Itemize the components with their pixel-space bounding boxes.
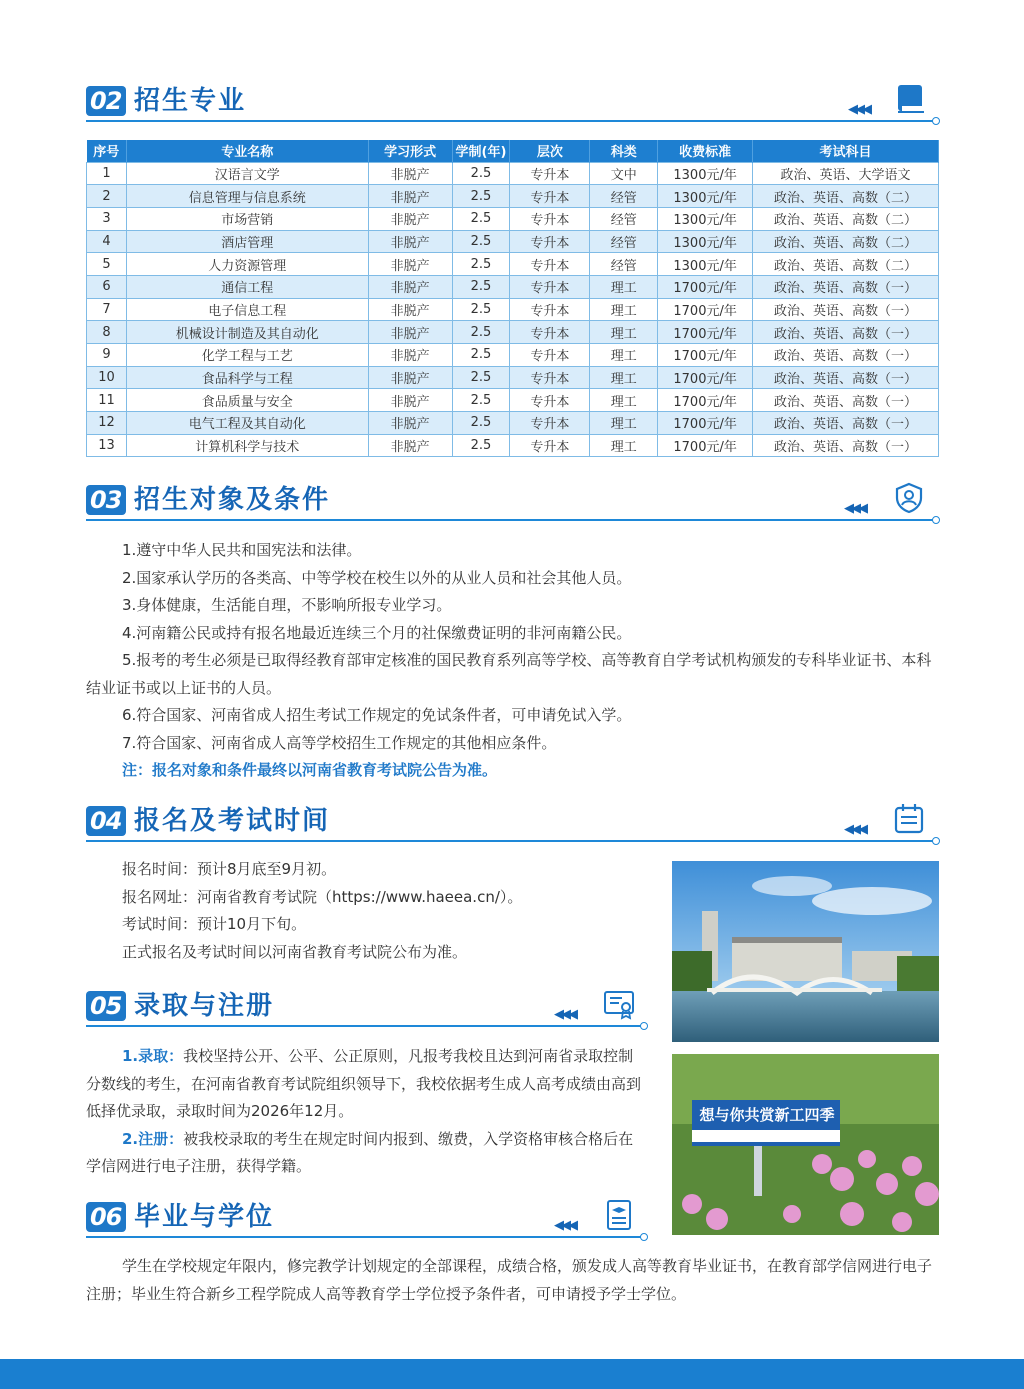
- section-title: 招生对象及条件: [134, 485, 331, 515]
- table-cell: 专升本: [510, 389, 590, 412]
- table-cell: 政治、英语、高数（一）: [753, 344, 939, 367]
- section-number-badge: 04: [86, 806, 126, 836]
- section-04-header: [86, 802, 939, 842]
- table-cell: 1300元/年: [658, 230, 753, 253]
- table-cell: 专升本: [510, 344, 590, 367]
- table-cell: 理工: [590, 366, 658, 389]
- majors-table: [86, 140, 939, 457]
- table-cell: 专升本: [510, 434, 590, 457]
- exam-time-list: [86, 856, 646, 966]
- table-cell: 10: [87, 366, 127, 389]
- table-cell: 化学工程与工艺: [126, 344, 368, 367]
- table-cell: 1: [87, 162, 127, 185]
- arrows-decoration: ◀◀◀: [554, 1007, 575, 1022]
- table-cell: 理工: [590, 344, 658, 367]
- section-divider: [86, 519, 934, 521]
- section-divider: [86, 840, 934, 842]
- table-header-cell: 层次: [510, 140, 590, 162]
- campus-flowers-photo: [672, 1054, 939, 1235]
- condition-item: 5.报考的考生必须是已取得经教育部审定核准的国民教育系列高等学校、高等教育自学考试机构颁发的专科毕业证书、本科结业证书或以上证书的人员。: [86, 651, 932, 697]
- table-cell: 理工: [590, 434, 658, 457]
- registration-item: [86, 1126, 646, 1181]
- table-header-cell: 考试科目: [753, 140, 939, 162]
- admission-item: [86, 1043, 646, 1126]
- table-header-cell: 学习形式: [368, 140, 452, 162]
- table-cell: 人力资源管理: [126, 253, 368, 276]
- table-cell: 政治、英语、高数（一）: [753, 412, 939, 435]
- table-cell: 专升本: [510, 412, 590, 435]
- graduation-text: [86, 1253, 939, 1308]
- table-cell: 2.5: [452, 344, 510, 367]
- exam-time-item: 报名时间：预计8月底至9月初。: [122, 860, 337, 878]
- section-number-badge: 05: [86, 991, 126, 1021]
- section-title: 毕业与学位: [134, 1202, 275, 1232]
- table-cell: 1700元/年: [658, 366, 753, 389]
- arrows-decoration: ◀◀◀: [554, 1218, 575, 1233]
- conditions-list: [86, 537, 939, 785]
- table-cell: 政治、英语、大学语文: [753, 162, 939, 185]
- table-cell: 1700元/年: [658, 434, 753, 457]
- admission-label: 1.录取：: [122, 1047, 184, 1065]
- table-cell: 1700元/年: [658, 321, 753, 344]
- table-cell: 政治、英语、高数（一）: [753, 275, 939, 298]
- table-row: [87, 412, 939, 435]
- table-cell: 政治、英语、高数（一）: [753, 434, 939, 457]
- table-cell: 非脱产: [368, 207, 452, 230]
- table-cell: 2.5: [452, 389, 510, 412]
- table-header-cell: 序号: [87, 140, 127, 162]
- table-cell: 1700元/年: [658, 275, 753, 298]
- table-cell: 理工: [590, 321, 658, 344]
- table-cell: 2.5: [452, 207, 510, 230]
- table-cell: 1700元/年: [658, 298, 753, 321]
- table-cell: 11: [87, 389, 127, 412]
- exam-time-item: 考试时间：预计10月下旬。: [122, 915, 307, 933]
- table-cell: 专升本: [510, 207, 590, 230]
- table-cell: 政治、英语、高数（一）: [753, 389, 939, 412]
- section-number-badge: 03: [86, 485, 126, 515]
- condition-item: 7.符合国家、河南省成人高等学校招生工作规定的其他相应条件。: [122, 733, 557, 752]
- table-row: [87, 230, 939, 253]
- exam-time-item: 正式报名及考试时间以河南省教育考试院公布为准。: [122, 942, 468, 961]
- footer-bar: [0, 1359, 1024, 1389]
- table-cell: 理工: [590, 298, 658, 321]
- table-cell: 食品质量与安全: [126, 389, 368, 412]
- photo-sign-text: 想与你共赏新工四季: [699, 1106, 835, 1124]
- table-cell: 1700元/年: [658, 389, 753, 412]
- table-cell: 7: [87, 298, 127, 321]
- table-cell: 经管: [590, 185, 658, 208]
- table-cell: 专升本: [510, 185, 590, 208]
- table-cell: 理工: [590, 412, 658, 435]
- table-cell: 12: [87, 412, 127, 435]
- shield-user-icon: [892, 481, 926, 515]
- table-cell: 专升本: [510, 162, 590, 185]
- section-divider: [86, 1025, 642, 1027]
- table-cell: 电子信息工程: [126, 298, 368, 321]
- table-cell: 汉语言文学: [126, 162, 368, 185]
- arrows-decoration: ◀◀◀: [844, 501, 865, 516]
- section-number-badge: 06: [86, 1202, 126, 1232]
- table-row: [87, 344, 939, 367]
- table-cell: 电气工程及其自动化: [126, 412, 368, 435]
- table-cell: 1300元/年: [658, 185, 753, 208]
- table-cell: 专升本: [510, 275, 590, 298]
- certificate-icon: [602, 987, 636, 1021]
- table-header-row: [87, 140, 939, 162]
- table-cell: 机械设计制造及其自动化: [126, 321, 368, 344]
- table-row: [87, 298, 939, 321]
- table-cell: 经管: [590, 207, 658, 230]
- table-cell: 非脱产: [368, 344, 452, 367]
- table-cell: 政治、英语、高数（二）: [753, 207, 939, 230]
- table-cell: 1300元/年: [658, 253, 753, 276]
- condition-item: 3.身体健康，生活能自理，不影响所报专业学习。: [122, 596, 452, 614]
- table-cell: 非脱产: [368, 275, 452, 298]
- table-cell: 政治、英语、高数（一）: [753, 298, 939, 321]
- registration-label: 2.注册：: [122, 1129, 184, 1148]
- table-cell: 专升本: [510, 321, 590, 344]
- table-cell: 非脱产: [368, 230, 452, 253]
- section-divider: [86, 120, 934, 122]
- table-row: [87, 185, 939, 208]
- table-row: [87, 389, 939, 412]
- table-cell: 非脱产: [368, 253, 452, 276]
- table-cell: 政治、英语、高数（一）: [753, 366, 939, 389]
- graduation-paragraph: 学生在学校规定年限内，修完教学计划规定的全部课程，成绩合格，颁发成人高等教育毕业证书，在教育部学信网进行电子注册；毕业生符合新乡工程学院成人高等教育学士学位授予条件者，可申请授予学士学位。: [86, 1257, 933, 1303]
- section-title: 报名及考试时间: [134, 806, 331, 836]
- table-cell: 非脱产: [368, 366, 452, 389]
- table-cell: 9: [87, 344, 127, 367]
- table-cell: 2.5: [452, 366, 510, 389]
- table-cell: 专升本: [510, 298, 590, 321]
- table-header-cell: 科类: [590, 140, 658, 162]
- admission-body: 我校坚持公开、公平、公正原则，凡报考我校且达到河南省录取控制分数线的考生，在河南省教育考试院组织领导下，我校依据考生成人高考成绩由高到低择优录取，录取时间为2026年12月。: [86, 1047, 642, 1120]
- table-cell: 市场营销: [126, 207, 368, 230]
- condition-item: 2.国家承认学历的各类高、中等学校在校生以外的从业人员和社会其他人员。: [122, 568, 632, 587]
- registration-body: 被我校录取的考生在规定时间内报到、缴费，入学资格审核合格后在学信网进行电子注册，获得学籍。: [86, 1129, 634, 1175]
- table-cell: 非脱产: [368, 298, 452, 321]
- table-cell: 5: [87, 253, 127, 276]
- table-cell: 政治、英语、高数（二）: [753, 253, 939, 276]
- campus-bridge-photo: [672, 861, 939, 1042]
- table-cell: 1700元/年: [658, 344, 753, 367]
- table-cell: 文中: [590, 162, 658, 185]
- condition-item: 1.遵守中华人民共和国宪法和法律。: [122, 541, 362, 559]
- table-row: [87, 253, 939, 276]
- arrows-decoration: ◀◀◀: [844, 822, 865, 837]
- table-cell: 2.5: [452, 253, 510, 276]
- table-cell: 专升本: [510, 366, 590, 389]
- table-row: [87, 207, 939, 230]
- section-number-badge: 02: [86, 86, 126, 116]
- table-cell: 计算机科学与技术: [126, 434, 368, 457]
- table-row: [87, 321, 939, 344]
- table-cell: 2: [87, 185, 127, 208]
- table-cell: 1700元/年: [658, 412, 753, 435]
- section-title: 招生专业: [134, 86, 247, 116]
- table-cell: 政治、英语、高数（二）: [753, 185, 939, 208]
- section-divider: [86, 1236, 642, 1238]
- table-header-cell: 收费标准: [658, 140, 753, 162]
- table-cell: 理工: [590, 389, 658, 412]
- table-header-cell: 学制(年): [452, 140, 510, 162]
- admission-text: [86, 1043, 646, 1181]
- table-cell: 2.5: [452, 185, 510, 208]
- table-cell: 非脱产: [368, 412, 452, 435]
- table-cell: 食品科学与工程: [126, 366, 368, 389]
- table-cell: 2.5: [452, 321, 510, 344]
- table-cell: 政治、英语、高数（一）: [753, 321, 939, 344]
- table-cell: 酒店管理: [126, 230, 368, 253]
- table-cell: 8: [87, 321, 127, 344]
- table-cell: 非脱产: [368, 389, 452, 412]
- table-cell: 专升本: [510, 230, 590, 253]
- condition-item: 6.符合国家、河南省成人招生考试工作规定的免试条件者，可申请免试入学。: [122, 706, 632, 724]
- table-cell: 专升本: [510, 253, 590, 276]
- table-cell: 13: [87, 434, 127, 457]
- table-cell: 非脱产: [368, 185, 452, 208]
- conditions-note: 注：报名对象和条件最终以河南省教育考试院公告为准。: [122, 761, 498, 779]
- diploma-icon: [602, 1198, 636, 1232]
- table-row: [87, 366, 939, 389]
- table-cell: 2.5: [452, 275, 510, 298]
- table-cell: 信息管理与信息系统: [126, 185, 368, 208]
- table-cell: 2.5: [452, 412, 510, 435]
- calendar-icon: [892, 802, 926, 836]
- section-02-header: [86, 82, 939, 122]
- table-cell: 4: [87, 230, 127, 253]
- table-cell: 非脱产: [368, 321, 452, 344]
- table-cell: 2.5: [452, 230, 510, 253]
- book-icon: [894, 82, 928, 116]
- exam-time-item: 报名网址：河南省教育考试院（https://www.haeea.cn/）。: [122, 887, 523, 906]
- table-cell: 3: [87, 207, 127, 230]
- table-cell: 2.5: [452, 162, 510, 185]
- section-title: 录取与注册: [134, 991, 275, 1021]
- arrows-decoration: ◀◀◀: [848, 102, 869, 117]
- table-cell: 2.5: [452, 298, 510, 321]
- table-cell: 政治、英语、高数（二）: [753, 230, 939, 253]
- table-cell: 1300元/年: [658, 207, 753, 230]
- section-06-header: [86, 1198, 646, 1238]
- table-row: [87, 162, 939, 185]
- table-cell: 6: [87, 275, 127, 298]
- section-05-header: [86, 987, 646, 1027]
- table-cell: 2.5: [452, 434, 510, 457]
- table-cell: 通信工程: [126, 275, 368, 298]
- condition-item: 4.河南籍公民或持有报名地最近连续三个月的社保缴费证明的非河南籍公民。: [122, 623, 632, 642]
- table-row: [87, 275, 939, 298]
- table-cell: 经管: [590, 253, 658, 276]
- table-cell: 1300元/年: [658, 162, 753, 185]
- table-cell: 非脱产: [368, 162, 452, 185]
- table-cell: 理工: [590, 275, 658, 298]
- table-cell: 经管: [590, 230, 658, 253]
- table-cell: 非脱产: [368, 434, 452, 457]
- table-header-cell: 专业名称: [126, 140, 368, 162]
- section-03-header: [86, 481, 939, 521]
- table-row: [87, 434, 939, 457]
